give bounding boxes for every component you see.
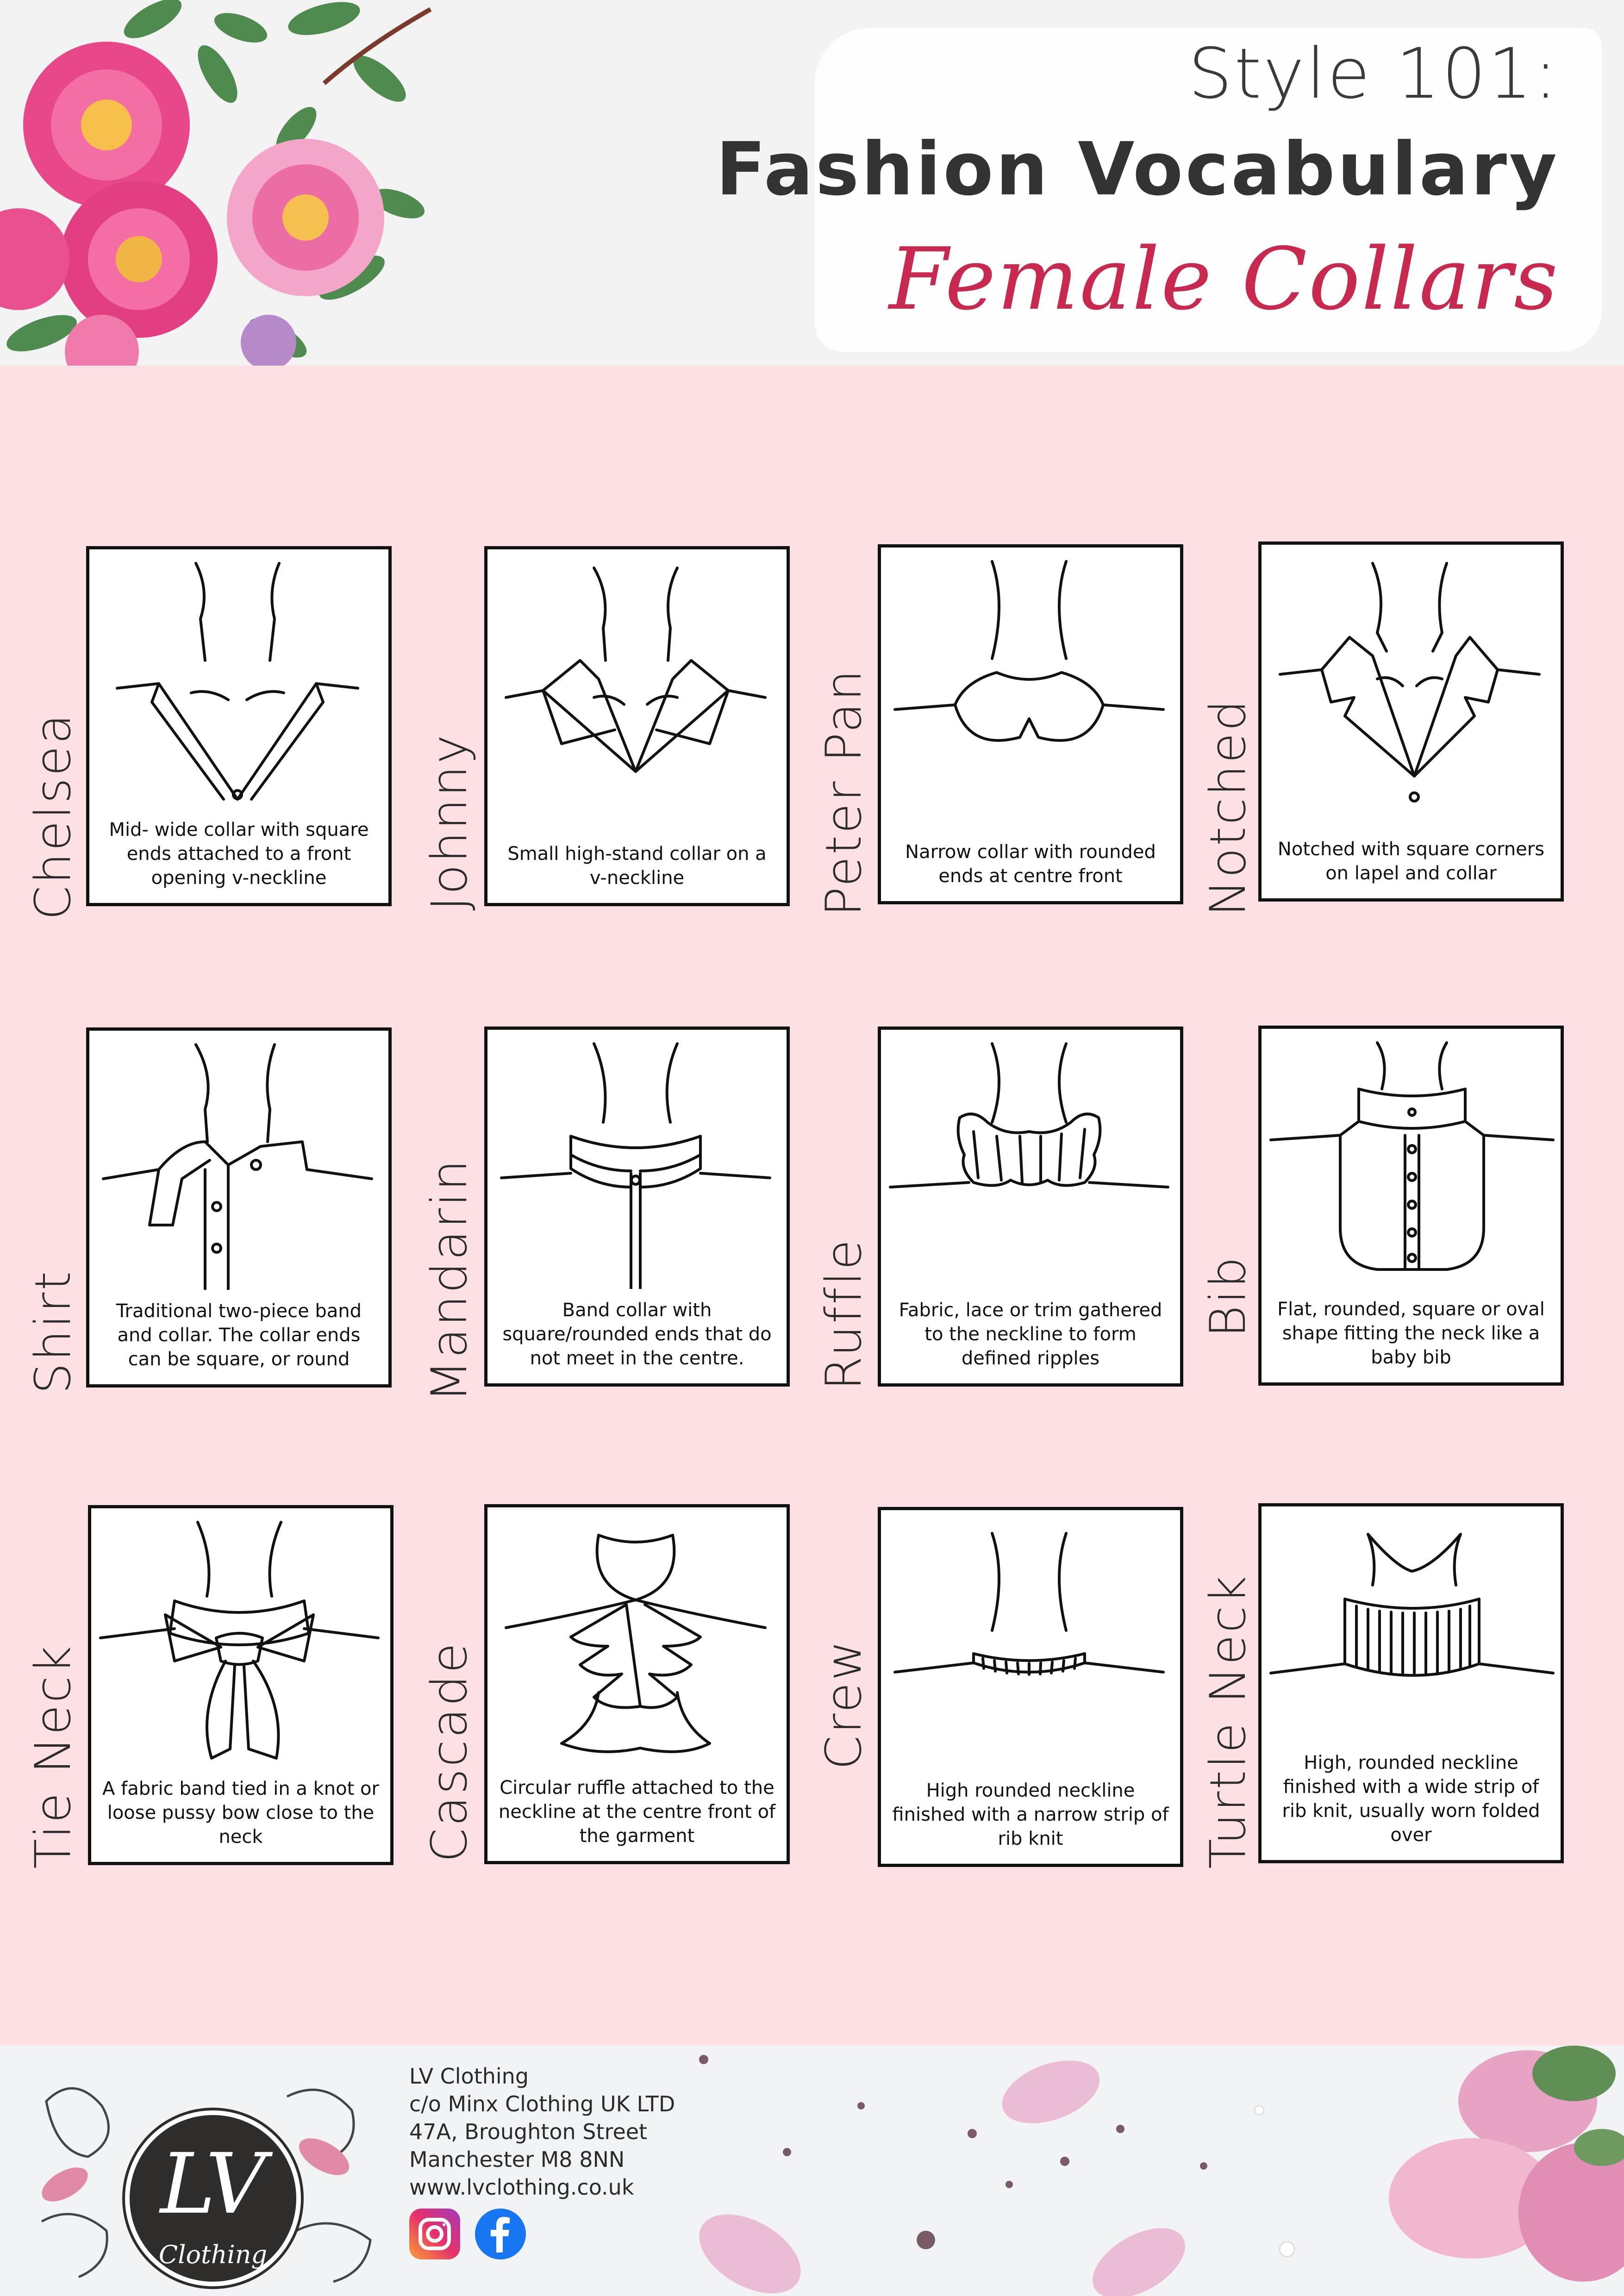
logo-wordmark: Clothing bbox=[158, 2240, 268, 2269]
collar-description-peter-pan: Narrow collar with rounded ends at centre front bbox=[905, 841, 1156, 887]
crew-collar-illustration bbox=[881, 1510, 1180, 1769]
collar-description-johnny: Small high-stand collar on a v-neckline bbox=[507, 843, 767, 889]
collar-description-chelsea: Mid- wide collar with square ends attached to a front opening v-neckline bbox=[109, 819, 369, 889]
collar-card-ruffle bbox=[878, 1027, 1183, 1387]
tie-neck-collar-illustration bbox=[91, 1508, 390, 1767]
facebook-icon[interactable] bbox=[475, 2209, 526, 2259]
collar-card-bib bbox=[1258, 1026, 1564, 1386]
footer bbox=[0, 2046, 1624, 2296]
website-link[interactable]: www.lvclothing.co.uk bbox=[409, 2175, 634, 2200]
address-street: 47A, Broughton Street bbox=[409, 2119, 648, 2144]
title-fashion-vocabulary: Fashion Vocabulary bbox=[716, 127, 1559, 212]
collar-description-shirt: Traditional two-piece band and collar. The collar ends can be square, or round bbox=[116, 1300, 362, 1370]
turtle-neck-collar-illustration bbox=[1262, 1506, 1561, 1766]
title-style-101: Style 101: bbox=[1188, 34, 1559, 114]
collar-label-crew: Crew bbox=[815, 1638, 872, 1770]
address-care-of: c/o Minx Clothing UK LTD bbox=[409, 2091, 675, 2116]
instagram-icon[interactable] bbox=[409, 2209, 460, 2259]
cascade-collar-illustration bbox=[487, 1507, 787, 1767]
notched-collar-illustration bbox=[1262, 545, 1561, 804]
chelsea-collar-illustration bbox=[89, 549, 388, 809]
collar-description-cascade: Circular ruffle attached to the neckline at the centre front of the garment bbox=[498, 1777, 776, 1847]
collar-card-chelsea bbox=[86, 546, 392, 906]
lv-clothing-logo bbox=[125, 2110, 301, 2286]
collar-label-tie-neck: Tie Neck bbox=[25, 1643, 81, 1869]
collar-card-tie-neck bbox=[88, 1505, 394, 1865]
company-address bbox=[409, 2062, 675, 2201]
johnny-collar-illustration bbox=[487, 549, 787, 809]
shirt-collar-illustration bbox=[89, 1031, 388, 1290]
collar-card-mandarin bbox=[484, 1027, 790, 1387]
collar-description-turtle-neck: High, rounded neckline finished with a wide strip of rib knit, usually worn folded over bbox=[1282, 1752, 1540, 1846]
collar-card-crew bbox=[878, 1507, 1183, 1867]
collar-label-notched: Notched bbox=[1199, 698, 1256, 916]
collar-label-mandarin: Mandarin bbox=[421, 1157, 478, 1402]
collar-description-notched: Notched with square corners on lapel and collar bbox=[1277, 839, 1545, 884]
collar-label-johnny: Johnny bbox=[421, 733, 478, 911]
collar-description-bib: Flat, rounded, square or oval shape fitting the neck like a baby bib bbox=[1277, 1299, 1545, 1368]
collar-grid bbox=[0, 366, 1624, 2046]
mandarin-collar-illustration bbox=[487, 1030, 787, 1289]
bib-collar-illustration bbox=[1262, 1029, 1561, 1288]
title-block bbox=[716, 32, 1559, 335]
collar-label-turtle-neck: Turtle Neck bbox=[1199, 1574, 1256, 1869]
collar-description-mandarin: Band collar with square/rounded ends that do not meet in the centre. bbox=[502, 1300, 772, 1369]
collar-card-turtle-neck bbox=[1258, 1503, 1564, 1863]
roses-decoration bbox=[0, 0, 491, 366]
collar-card-shirt bbox=[86, 1027, 392, 1388]
collar-label-peter-pan: Peter Pan bbox=[815, 668, 872, 916]
collar-card-cascade bbox=[484, 1504, 790, 1864]
collar-description-ruffle: Fabric, lace or trim gathered to the neckline to form defined ripples bbox=[899, 1300, 1162, 1369]
title-female-collars: Female Collars bbox=[889, 229, 1559, 330]
address-city-postcode: Manchester M8 8NN bbox=[409, 2147, 625, 2172]
ruffle-collar-illustration bbox=[881, 1030, 1180, 1289]
collar-card-notched bbox=[1258, 541, 1564, 902]
logo-monogram: LV bbox=[160, 2136, 266, 2233]
collar-label-shirt: Shirt bbox=[25, 1269, 81, 1394]
address-company-name: LV Clothing bbox=[409, 2064, 529, 2089]
header bbox=[0, 0, 1624, 366]
collar-card-johnny bbox=[484, 546, 790, 906]
peter-pan-collar-illustration bbox=[881, 548, 1180, 807]
collar-label-ruffle: Ruffle bbox=[815, 1238, 872, 1390]
collar-label-chelsea: Chelsea bbox=[25, 712, 81, 920]
collar-description-crew: High rounded neckline finished with a narrow strip of rib knit bbox=[892, 1780, 1169, 1849]
collar-card-peter-pan bbox=[878, 544, 1183, 904]
collar-description-tie-neck: A fabric band tied in a knot or loose pussy bow close to the neck bbox=[102, 1778, 379, 1848]
collar-label-cascade: Cascade bbox=[421, 1641, 478, 1862]
collar-label-bib: Bib bbox=[1199, 1255, 1256, 1338]
